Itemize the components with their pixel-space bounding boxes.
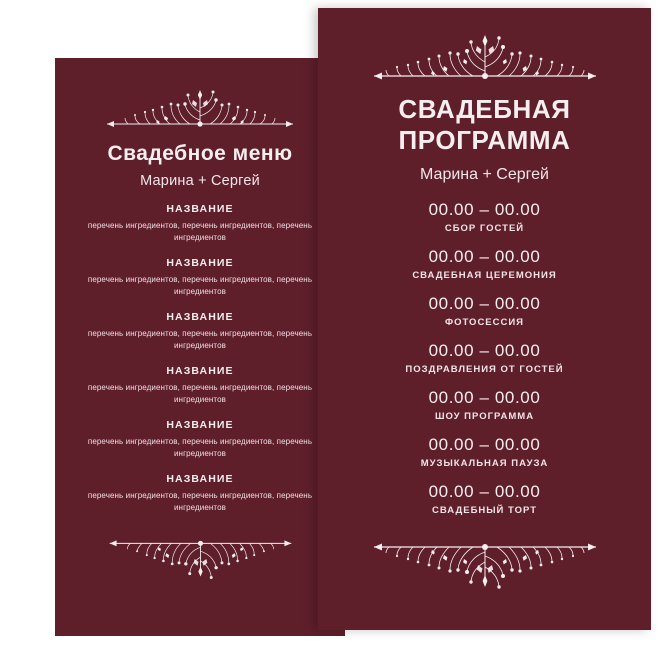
program-item-time: 00.00 – 00.00: [428, 388, 541, 407]
program-list-item: [318, 341, 651, 375]
program-item-label: СБОР ГОСТЕЙ: [444, 223, 525, 234]
menu-item-description: перечень ингредиентов, перечень ингредиентов, перечень ингредиентов: [87, 491, 313, 512]
menu-list-item: [77, 365, 323, 406]
menu-items-list: [55, 203, 345, 514]
program-item-label: ШОУ ПРОГРАММА: [434, 411, 535, 422]
menu-list-item: [77, 203, 323, 244]
program-item-label: СВАДЕБНАЯ ЦЕРЕМОНИЯ: [412, 270, 557, 281]
menu-list-item: [77, 257, 323, 298]
program-list-item: [318, 482, 651, 516]
menu-item-title: НАЗВАНИЕ: [166, 311, 234, 323]
floral-branch-ornament-icon: [95, 80, 305, 140]
menu-item-description: перечень ингредиентов, перечень ингредиентов, перечень ингредиентов: [87, 329, 313, 350]
menu-item-title: НАЗВАНИЕ: [166, 365, 234, 377]
wedding-program-card: [318, 8, 651, 630]
menu-title: Свадебное меню: [107, 142, 293, 165]
menu-item-description: перечень ингредиентов, перечень ингредиентов, перечень ингредиентов: [87, 383, 313, 404]
program-list-item: [318, 200, 651, 234]
program-list-item: [318, 435, 651, 469]
program-item-time: 00.00 – 00.00: [428, 482, 541, 501]
program-item-time: 00.00 – 00.00: [428, 247, 541, 266]
floral-branch-ornament-icon: [360, 26, 610, 92]
program-item-time: 00.00 – 00.00: [428, 341, 541, 360]
menu-item-description: перечень ингредиентов, перечень ингредиентов, перечень ингредиентов: [87, 221, 313, 242]
menu-couple-names: Марина + Сергей: [140, 173, 260, 189]
menu-item-title: НАЗВАНИЕ: [166, 473, 234, 485]
program-item-label: МУЗЫКАЛЬНАЯ ПАУЗА: [420, 458, 549, 469]
floral-branch-ornament-icon: [360, 529, 610, 601]
menu-item-title: НАЗВАНИЕ: [166, 203, 234, 215]
program-list-item: [318, 247, 651, 281]
program-title: СВАДЕБНАЯ ПРОГРАММА: [398, 94, 571, 155]
menu-item-title: НАЗВАНИЕ: [166, 419, 234, 431]
menu-item-description: перечень ингредиентов, перечень ингредиентов, перечень ингредиентов: [87, 275, 313, 296]
program-couple-names: Марина + Сергей: [420, 166, 549, 183]
menu-item-title: НАЗВАНИЕ: [166, 257, 234, 269]
floral-branch-ornament-icon: [98, 527, 303, 589]
menu-list-item: [77, 473, 323, 514]
program-item-label: СВАДЕБНЫЙ ТОРТ: [432, 505, 537, 516]
program-item-time: 00.00 – 00.00: [428, 200, 541, 219]
program-item-time: 00.00 – 00.00: [428, 435, 541, 454]
program-list-item: [318, 294, 651, 328]
menu-list-item: [77, 419, 323, 460]
program-item-time: 00.00 – 00.00: [428, 294, 541, 313]
menu-list-item: [77, 311, 323, 352]
program-item-label: ФОТОСЕССИЯ: [444, 317, 525, 328]
program-list-item: [318, 388, 651, 422]
program-item-label: ПОЗДРАВЛЕНИЯ ОТ ГОСТЕЙ: [405, 364, 564, 375]
wedding-menu-card: [55, 58, 345, 636]
menu-item-description: перечень ингредиентов, перечень ингредиентов, перечень ингредиентов: [87, 437, 313, 458]
program-schedule-list: [318, 200, 651, 516]
